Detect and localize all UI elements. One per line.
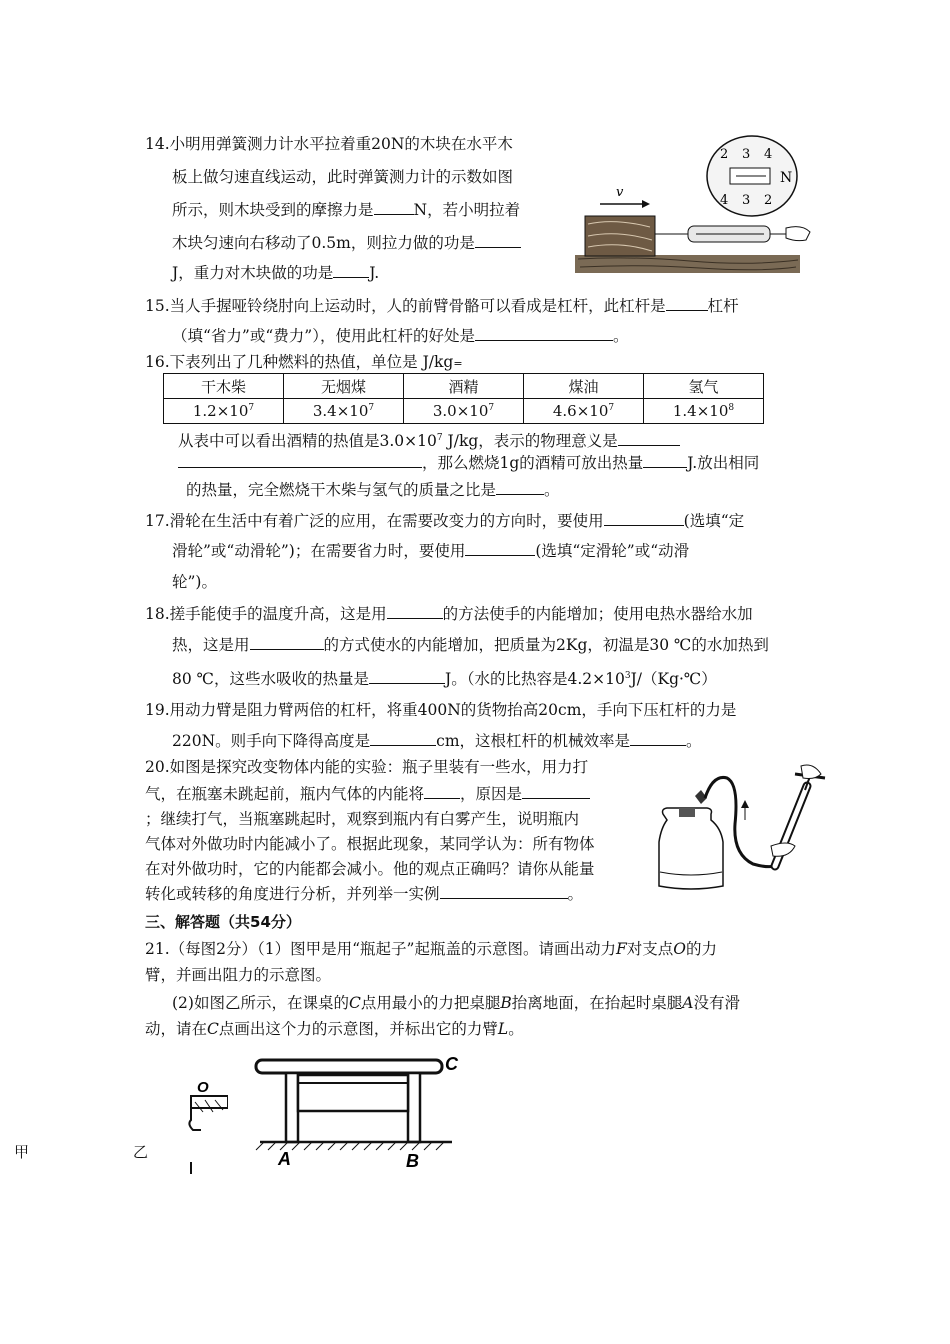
scale-tick-label: 2	[764, 193, 773, 208]
q20-line-5: 在对外做功时，它的内能都会减小。他的观点正确吗？请你从能量	[145, 860, 595, 878]
q14-line-4	[172, 232, 521, 254]
q18-line-1	[145, 603, 753, 625]
table-cell	[164, 399, 284, 424]
q15-text-b: 杠杆	[707, 297, 739, 315]
q15-text-c: （填“省力”或“费力”），使用此杠杆的好处是	[172, 327, 475, 345]
answer-blank[interactable]	[374, 200, 414, 215]
q17-line-1	[145, 510, 744, 532]
answer-blank[interactable]	[387, 604, 443, 619]
spring-scale-figure	[570, 128, 815, 278]
q16-line-1	[178, 427, 680, 452]
table-header-cell: 煤油	[524, 374, 644, 399]
q14-line-5	[172, 262, 379, 284]
q14-line-3	[172, 199, 520, 221]
answer-blank[interactable]	[333, 263, 369, 278]
pivot-label: O	[197, 1079, 209, 1096]
q17-text-d: (选填“定滑轮”或“动滑	[535, 542, 690, 560]
scale-tick-label: 4	[720, 193, 729, 208]
q16-intro-tail: =	[453, 357, 463, 370]
q14-text-c: 木块匀速向右移动了0.5m，则拉力做的功是	[172, 234, 475, 252]
answer-blank[interactable]	[370, 731, 436, 746]
figure-label-yi: 乙	[133, 1143, 149, 1161]
table-header-cell: 氢气	[644, 374, 764, 399]
answer-blank[interactable]	[604, 511, 684, 526]
scale-tick-label: 2	[720, 147, 729, 162]
table-header-cell: 酒精	[404, 374, 524, 399]
q17-text-b: (选填“定	[683, 512, 745, 530]
answer-blank[interactable]	[618, 431, 680, 446]
q14-line-2: 板上做匀速直线运动，此时弹簧测力计的示数如图	[172, 168, 514, 186]
bottle-opener-figure	[183, 1076, 228, 1176]
q21-line-2: 臂，并画出阻力的示意图。	[145, 966, 332, 984]
cell-exponent: 7	[248, 403, 255, 413]
cell-exponent: 7	[368, 403, 375, 413]
table-cell	[644, 399, 764, 424]
q17-text-c: 滑轮”或“动滑轮”)；在需要省力时，要使用	[172, 542, 466, 560]
cell-mantissa: 3.4×10	[312, 402, 369, 420]
q18-text-b: 的方法使手的内能增加；使用电热水器给水加	[442, 605, 753, 623]
q20-line-2	[145, 783, 590, 805]
q15-line-1	[145, 295, 739, 317]
q21-text-d: (2)如图乙所示，在课桌的	[172, 994, 349, 1012]
cell-exponent: 7	[488, 403, 495, 413]
q16-intro-text: 16.下表列出了几种燃料的热值，单位是 J/kg	[145, 353, 454, 371]
q14-text-e: J.	[369, 264, 380, 282]
answer-blank[interactable]	[178, 453, 422, 468]
q16-text-f: 。	[544, 481, 560, 499]
scale-unit-label: N	[780, 170, 793, 186]
q21-text-e: 点用最小的力把桌腿	[360, 994, 501, 1012]
point-a-symbol: A	[682, 994, 694, 1012]
answer-blank[interactable]	[475, 326, 613, 341]
force-symbol: F	[615, 940, 627, 958]
q19-line-1: 19.用动力臂是阻力臂两倍的杠杆，将重400N的货物抬高20cm，手向下压杠杆的力是	[145, 701, 737, 719]
q18-exponent: 3	[624, 671, 631, 681]
q16-text-b: J/kg，表示的物理意义是	[442, 432, 618, 451]
answer-blank[interactable]	[440, 884, 568, 899]
answer-blank[interactable]	[369, 669, 445, 684]
cell-exponent: 8	[728, 403, 735, 413]
q20-line-1: 20.如图是探究改变物体内能的实验：瓶子里装有一些水，用力打	[145, 758, 589, 776]
table-header-cell: 干木柴	[164, 374, 284, 399]
q20-line-3: ；继续打气，当瓶塞跳起时，观察到瓶内有白雾产生，说明瓶内	[145, 810, 580, 828]
q21-line-4	[145, 1018, 524, 1040]
point-a-label: A	[278, 1149, 291, 1169]
answer-blank[interactable]	[250, 635, 324, 650]
q15-text-d: 。	[612, 327, 629, 345]
q16-text-d: J.放出相同	[687, 454, 760, 472]
q19-text-c: 。	[686, 732, 702, 750]
q14-line-1: 14.小明用弹簧测力计水平拉着重20N的木块在水平木	[145, 135, 513, 153]
q15-line-2	[172, 325, 628, 347]
q16-text-c: ，那么燃烧1g的酒精可放出热量	[422, 454, 644, 472]
q14-text-a: 所示，则木块受到的摩擦力是	[172, 201, 374, 219]
q18-text-f: J。（水的比热容是4.2×10	[445, 670, 625, 689]
answer-blank[interactable]	[522, 784, 590, 799]
table-header-cell: 无烟煤	[284, 374, 404, 399]
q18-text-c: 热，这是用	[172, 636, 250, 654]
section-title: 三、解答题（共54分）	[145, 913, 301, 931]
q20-line-4: 气体对外做功时内能减小了。根据此现象，某同学认为：所有物体	[145, 835, 595, 853]
figure-label-jia: 甲	[14, 1143, 30, 1161]
q21-text-f: 抬离地面，在抬起时桌腿	[511, 994, 683, 1012]
q19-text-a: 220N。则手向下降得高度是	[172, 732, 371, 750]
scale-tick-label: 3	[742, 193, 751, 208]
lever-arm-symbol: L	[497, 1020, 509, 1038]
answer-blank[interactable]	[424, 784, 460, 799]
q20-text-d: 。	[567, 885, 584, 903]
q18-text-g: J/（Kg·℃）	[630, 670, 717, 689]
q18-text-e: 80 ℃，这些水吸收的热量是	[172, 670, 369, 689]
q15-text-a: 15.当人手握哑铃绕肘向上运动时，人的前臂骨骼可以看成是杠杆，此杠杆是	[145, 297, 666, 315]
q20-text-c: 转化或转移的角度进行分析，并列举一实例	[145, 885, 440, 903]
q21-text-g: 没有滑	[693, 994, 740, 1012]
table-row	[164, 399, 764, 424]
q20-text-b: ，原因是	[460, 785, 523, 803]
q21-line-1	[145, 938, 717, 960]
q16-exponent: 7	[436, 433, 443, 443]
answer-blank[interactable]	[475, 233, 521, 248]
q19-text-b: cm，这根杠杆的机械效率是	[436, 732, 631, 750]
cell-mantissa: 1.2×10	[192, 402, 249, 420]
q14-text-b: N，若小明拉着	[413, 201, 521, 219]
fuel-heat-table	[163, 373, 764, 424]
q21-text-a: 21.（每图2分）（1）图甲是用“瓶起子”起瓶盖的示意图。请画出动力	[145, 940, 616, 958]
bottle-pump-figure	[655, 764, 830, 894]
answer-blank[interactable]	[465, 541, 535, 556]
scale-tick-label: 3	[742, 147, 751, 162]
q19-line-2	[172, 730, 702, 752]
table-header-row	[164, 374, 764, 399]
table-cell	[524, 399, 644, 424]
q16-text-a: 从表中可以看出酒精的热值是3.0×10	[178, 432, 437, 451]
q16-intro	[145, 351, 463, 375]
q21-text-i: 点画出这个力的示意图，并标出它的力臂	[218, 1020, 498, 1038]
q18-text-d: 的方式使水的内能增加，把质量为2Kg，初温是30 ℃的水加热到	[323, 636, 769, 654]
q21-line-3	[172, 992, 740, 1014]
point-c-symbol: C	[348, 994, 361, 1012]
q21-text-j: 。	[508, 1020, 524, 1038]
q18-line-2	[172, 634, 769, 656]
point-b-symbol: B	[500, 994, 512, 1012]
q21-text-c: 的力	[685, 940, 717, 958]
q17-text-a: 17.滑轮在生活中有着广泛的应用，在需要改变力的方向时，要使用	[145, 512, 604, 530]
point-c-label: C	[445, 1054, 458, 1074]
q17-line-3: 轮”)。	[172, 573, 217, 591]
q18-text-a: 18.搓手能使手的温度升高，这是用	[145, 605, 387, 623]
q14-text-d: J，重力对木块做的功是	[172, 264, 334, 282]
cell-exponent: 7	[608, 403, 615, 413]
q20-line-6	[145, 883, 583, 905]
pivot-symbol: O	[673, 940, 686, 958]
point-b-label: B	[406, 1151, 419, 1171]
cell-mantissa: 1.4×10	[672, 402, 729, 420]
q21-text-h: 动，请在	[145, 1020, 208, 1038]
table-cell	[284, 399, 404, 424]
cell-mantissa: 4.6×10	[552, 402, 609, 420]
answer-blank[interactable]	[630, 731, 686, 746]
velocity-label: v	[616, 185, 624, 200]
answer-blank[interactable]	[643, 453, 687, 468]
answer-blank[interactable]	[666, 296, 708, 311]
q18-line-3	[172, 665, 717, 690]
q20-text-a: 气，在瓶塞未跳起前，瓶内气体的内能将	[145, 785, 425, 803]
q16-line-2	[178, 452, 759, 474]
scale-tick-label: 4	[764, 147, 773, 162]
table-cell	[404, 399, 524, 424]
cell-mantissa: 3.0×10	[432, 402, 489, 420]
answer-blank[interactable]	[496, 480, 544, 495]
desk-figure	[240, 1050, 480, 1175]
q21-text-b: 对支点	[626, 940, 674, 958]
q16-text-e: 的热量，完全燃烧干木柴与氢气的质量之比是	[186, 481, 497, 499]
q16-line-3	[186, 479, 560, 501]
q17-line-2	[172, 540, 689, 562]
point-c-symbol: C	[207, 1020, 219, 1038]
